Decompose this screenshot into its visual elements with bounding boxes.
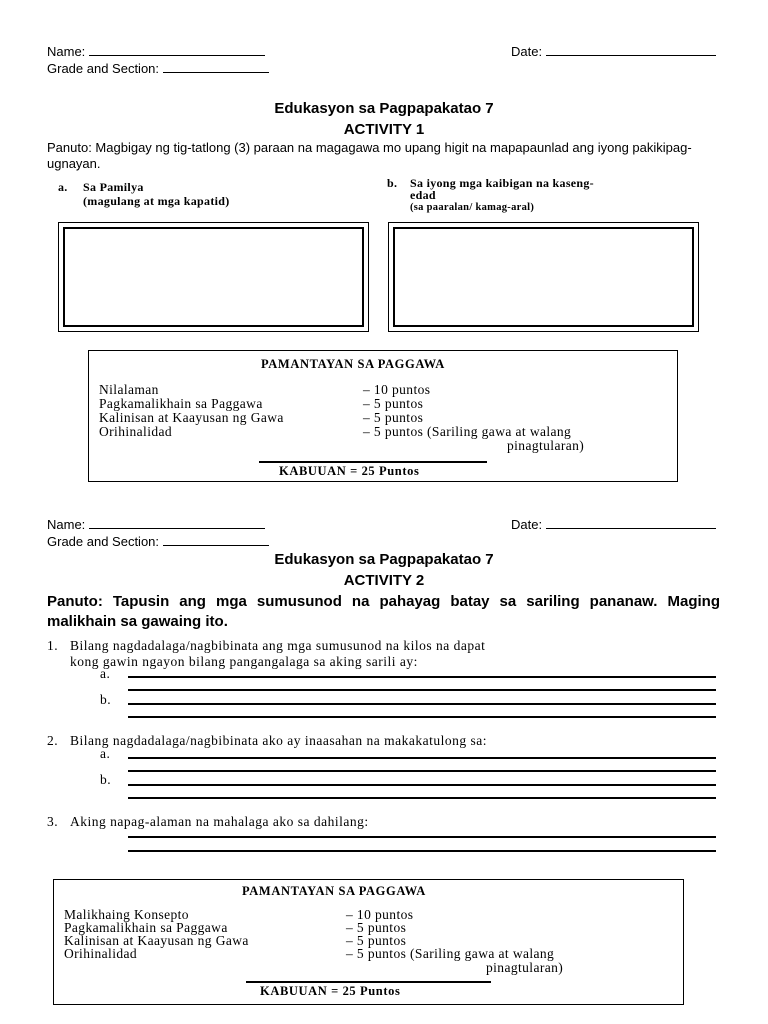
- question-number: 1.: [47, 638, 59, 653]
- option-b-title-line1: Sa iyong mga kaibigan na kaseng-: [410, 176, 594, 190]
- answer-line[interactable]: [128, 689, 716, 691]
- rubric-1-total-rule: [259, 461, 487, 463]
- answer-box-family[interactable]: [58, 222, 369, 332]
- rubric-box-2: [53, 879, 684, 1005]
- question-1-line2: kong gawin ngayon bilang pangangalaga sa aking sarili ay:: [70, 654, 418, 669]
- rubric-2-points: – 5 puntos: [346, 920, 407, 935]
- activity2-instructions-line2: malikhain sa gawaing ito.: [47, 613, 228, 630]
- name-field-1[interactable]: [47, 44, 265, 60]
- rubric-1-points: – 10 puntos: [363, 382, 431, 397]
- option-b-title-line2: edad: [410, 188, 436, 202]
- answer-line[interactable]: [128, 770, 716, 772]
- name-input-line[interactable]: [89, 517, 265, 529]
- question-1-b-marker: b.: [100, 692, 112, 707]
- grade-field-2[interactable]: [47, 534, 269, 550]
- date-input-line[interactable]: [546, 517, 716, 529]
- rubric-1-criterion: Orihinalidad: [99, 424, 173, 439]
- question-2-b-marker: b.: [100, 772, 112, 787]
- rubric-1-criterion: Pagkamalikhain sa Paggawa: [99, 396, 263, 411]
- option-b-subtitle: (sa paaralan/ kamag-aral): [410, 202, 535, 213]
- name-input-line[interactable]: [89, 44, 265, 56]
- answer-box-friends-inner: [393, 227, 694, 327]
- rubric-2-criterion: Kalinisan at Kaayusan ng Gawa: [64, 933, 249, 948]
- question-number: 2.: [47, 733, 59, 748]
- activity2-instructions-line1: Panuto: Tapusin ang mga sumusunod na pahayag batay sa sariling pananaw. Maging: [47, 593, 720, 610]
- grade-field-1[interactable]: [47, 61, 269, 77]
- question-2-line1: Bilang nagdadalaga/nagbibinata ako ay inaasahan na makakatulong sa:: [70, 733, 487, 748]
- rubric-2-title: PAMANTAYAN SA PAGGAWA: [242, 884, 426, 898]
- question-1-line1: Bilang nagdadalaga/nagbibinata ang mga sumusunod na kilos na dapat: [70, 638, 486, 653]
- rubric-1-criterion: Kalinisan at Kaayusan ng Gawa: [99, 410, 284, 425]
- answer-line[interactable]: [128, 676, 716, 678]
- date-field-2[interactable]: [511, 517, 716, 533]
- option-a-subtitle: (magulang at mga kapatid): [83, 194, 230, 208]
- activity2-subtitle: ACTIVITY 2: [343, 572, 425, 589]
- rubric-1-points: – 5 puntos: [363, 410, 424, 425]
- name-field-2[interactable]: [47, 517, 265, 533]
- option-a-title: Sa Pamilya: [83, 180, 144, 194]
- date-label: Date:: [511, 517, 543, 532]
- rubric-2-points: – 10 puntos: [346, 907, 414, 922]
- answer-line[interactable]: [128, 784, 716, 786]
- rubric-box-1: [88, 350, 678, 482]
- answer-line[interactable]: [128, 850, 716, 852]
- date-input-line[interactable]: [546, 44, 716, 56]
- rubric-2-points: – 5 puntos (Sariling gawa at walang: [346, 946, 555, 961]
- rubric-2-total: KABUUAN = 25 Puntos: [260, 984, 401, 998]
- answer-line[interactable]: [128, 757, 716, 759]
- activity1-subtitle: ACTIVITY 1: [343, 121, 425, 138]
- rubric-2-criterion: Malikhaing Konsepto: [64, 907, 189, 922]
- answer-box-family-inner: [63, 227, 364, 327]
- name-label: Name:: [47, 44, 86, 59]
- option-b-marker: b.: [387, 176, 398, 190]
- rubric-1-criterion: Nilalaman: [99, 382, 159, 397]
- question-2-a-marker: a.: [100, 746, 111, 761]
- answer-line[interactable]: [128, 836, 716, 838]
- activity1-instructions-line1: Panuto: Magbigay ng tig-tatlong (3) paraan na magagawa mo upang higit na mapapaunlad ang iyong pakikipag-: [47, 140, 692, 155]
- grade-label: Grade and Section:: [47, 534, 160, 549]
- rubric-1-points: – 5 puntos (Sariling gawa at walang: [363, 424, 572, 439]
- rubric-2-criterion: Pagkamalikhain sa Paggawa: [64, 920, 228, 935]
- activity1-instructions-line2: ugnayan.: [47, 156, 101, 171]
- rubric-1-continuation: pinagtularan): [507, 438, 585, 453]
- answer-line[interactable]: [128, 797, 716, 799]
- rubric-2-total-rule: [246, 981, 491, 983]
- answer-line[interactable]: [128, 716, 716, 718]
- date-field-1[interactable]: [511, 44, 716, 60]
- rubric-1-title: PAMANTAYAN SA PAGGAWA: [261, 357, 445, 371]
- grade-label: Grade and Section:: [47, 61, 160, 76]
- activity2-title: Edukasyon sa Pagpapakatao 7: [274, 551, 494, 568]
- question-number: 3.: [47, 814, 59, 829]
- grade-input-line[interactable]: [163, 534, 269, 546]
- grade-input-line[interactable]: [163, 61, 269, 73]
- question-3-line1: Aking napag-alaman na mahalaga ako sa dahilang:: [70, 814, 369, 829]
- rubric-2-points: – 5 puntos: [346, 933, 407, 948]
- name-label: Name:: [47, 517, 86, 532]
- rubric-1-total: KABUUAN = 25 Puntos: [279, 464, 420, 478]
- activity1-title: Edukasyon sa Pagpapakatao 7: [274, 100, 494, 117]
- date-label: Date:: [511, 44, 543, 59]
- answer-line[interactable]: [128, 703, 716, 705]
- option-a-marker: a.: [58, 180, 68, 194]
- answer-box-friends[interactable]: [388, 222, 699, 332]
- rubric-2-criterion: Orihinalidad: [64, 946, 138, 961]
- rubric-2-continuation: pinagtularan): [486, 960, 564, 975]
- question-1-a-marker: a.: [100, 666, 111, 681]
- rubric-1-points: – 5 puntos: [363, 396, 424, 411]
